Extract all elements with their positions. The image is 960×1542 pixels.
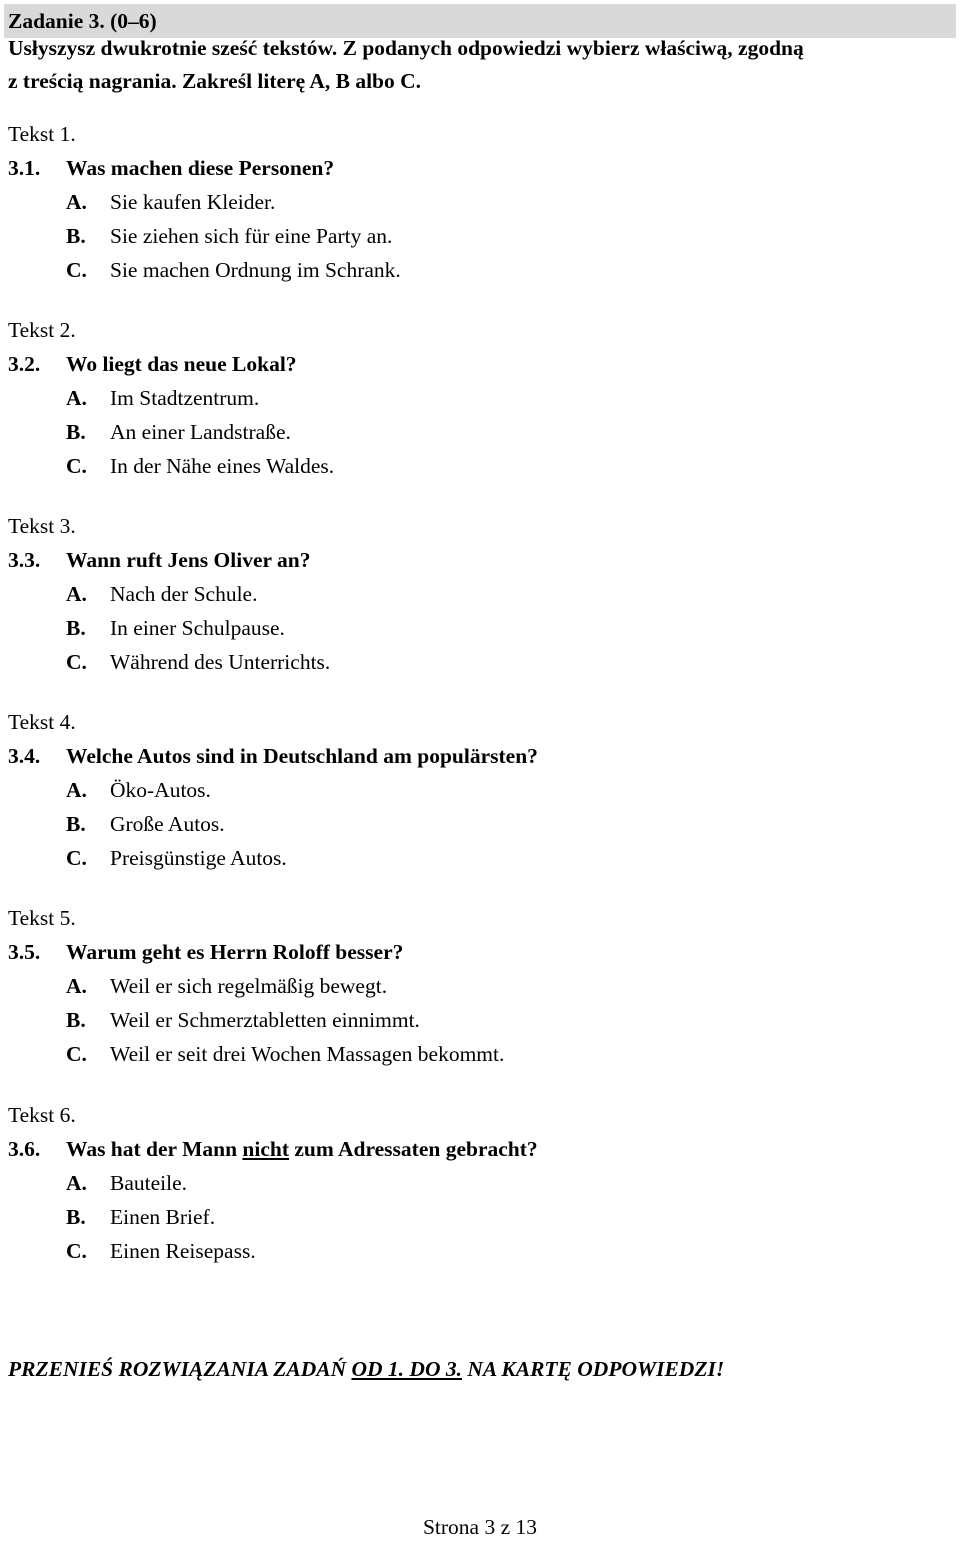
option-b[interactable] — [8, 415, 948, 449]
option-letter: B. — [66, 420, 86, 444]
question-row — [8, 151, 948, 185]
question-text-pre: Was hat der Mann — [66, 1137, 243, 1161]
question-text — [66, 1132, 538, 1166]
task-block-5 — [8, 901, 948, 1071]
question-row — [8, 347, 948, 381]
option-text: Im Stadtzentrum. — [110, 386, 260, 410]
option-letter: B. — [66, 812, 86, 836]
text-label: Tekst 2. — [8, 318, 76, 342]
option-text: Große Autos. — [110, 812, 225, 836]
task-instruction — [8, 32, 958, 98]
task-block-4 — [8, 705, 948, 875]
question-text-post: zum Adressaten gebracht? — [289, 1137, 538, 1161]
instruction-line-1: Usłyszysz dwukrotnie sześć tekstów. Z podanych odpowiedzi wybierz właściwą, zgodną — [8, 36, 804, 60]
option-b[interactable] — [8, 611, 948, 645]
option-letter: B. — [66, 1008, 86, 1032]
option-letter: C. — [66, 1239, 87, 1263]
text-label: Tekst 5. — [8, 906, 76, 930]
option-b[interactable] — [8, 1003, 948, 1037]
option-letter: B. — [66, 616, 86, 640]
option-letter: A. — [66, 386, 87, 410]
question-text-underlined: nicht — [242, 1137, 290, 1161]
option-text: Einen Reisepass. — [110, 1239, 256, 1263]
question-number: 3.2. — [8, 352, 41, 376]
option-c[interactable] — [8, 645, 948, 679]
option-text: Bauteile. — [110, 1171, 188, 1195]
option-letter: C. — [66, 846, 87, 870]
option-letter: A. — [66, 1171, 87, 1195]
text-label: Tekst 4. — [8, 710, 76, 734]
question-text: Wann ruft Jens Oliver an? — [66, 548, 311, 572]
question-text: Welche Autos sind in Deutschland am populärsten? — [66, 744, 538, 768]
question-number: 3.5. — [8, 940, 41, 964]
text-label: Tekst 1. — [8, 122, 76, 146]
question-number: 3.1. — [8, 156, 41, 180]
option-text: Preisgünstige Autos. — [110, 846, 287, 870]
option-a[interactable] — [8, 969, 948, 1003]
option-text: Während des Unterrichts. — [110, 650, 331, 674]
option-letter: A. — [66, 582, 87, 606]
option-text: Weil er Schmerztabletten einnimmt. — [110, 1008, 420, 1032]
question-row — [8, 739, 948, 773]
option-a[interactable] — [8, 773, 948, 807]
option-text: Nach der Schule. — [110, 582, 258, 606]
option-b[interactable] — [8, 807, 948, 841]
question-text: Was machen diese Personen? — [66, 156, 335, 180]
option-text: Weil er seit drei Wochen Massagen bekommt. — [110, 1042, 505, 1066]
option-letter: A. — [66, 974, 87, 998]
question-text: Warum geht es Herrn Roloff besser? — [66, 940, 404, 964]
option-letter: C. — [66, 650, 87, 674]
option-letter: A. — [66, 190, 87, 214]
option-letter: C. — [66, 454, 87, 478]
question-number: 3.6. — [8, 1137, 41, 1161]
note-post: NA KARTĘ ODPOWIEDZI! — [461, 1357, 725, 1381]
note-pre: PRZENIEŚ ROZWIĄZANIA ZADAŃ — [8, 1357, 352, 1381]
task-block-6 — [8, 1098, 948, 1268]
question-number: 3.4. — [8, 744, 41, 768]
option-letter: B. — [66, 1205, 86, 1229]
option-text: Einen Brief. — [110, 1205, 216, 1229]
option-a[interactable] — [8, 1166, 948, 1200]
instruction-line-2: z treścią nagrania. Zakreśl literę A, B albo C. — [8, 69, 422, 93]
option-letter: A. — [66, 778, 87, 802]
option-text: In der Nähe eines Waldes. — [110, 454, 335, 478]
task-block-1 — [8, 117, 948, 287]
option-c[interactable] — [8, 449, 948, 483]
question-row — [8, 543, 948, 577]
option-text: In einer Schulpause. — [110, 616, 285, 640]
option-a[interactable] — [8, 577, 948, 611]
question-row — [8, 935, 948, 969]
option-c[interactable] — [8, 841, 948, 875]
text-label: Tekst 3. — [8, 514, 76, 538]
option-c[interactable] — [8, 253, 948, 287]
question-row — [8, 1132, 948, 1166]
option-text: Öko-Autos. — [110, 778, 211, 802]
option-text: Weil er sich regelmäßig bewegt. — [110, 974, 388, 998]
question-text: Wo liegt das neue Lokal? — [66, 352, 297, 376]
question-number: 3.3. — [8, 548, 41, 572]
task-title: Zadanie 3. (0–6) — [8, 9, 157, 33]
option-a[interactable] — [8, 381, 948, 415]
option-a[interactable] — [8, 185, 948, 219]
option-text: Sie machen Ordnung im Schrank. — [110, 258, 401, 282]
transfer-answers-note — [8, 1352, 724, 1386]
option-text: Sie ziehen sich für eine Party an. — [110, 224, 393, 248]
option-letter: B. — [66, 224, 86, 248]
option-b[interactable] — [8, 219, 948, 253]
option-text: An einer Landstraße. — [110, 420, 291, 444]
page-number: Strona 3 z 13 — [422, 1515, 538, 1539]
option-b[interactable] — [8, 1200, 948, 1234]
note-underlined: OD 1. DO 3. — [351, 1357, 462, 1381]
task-block-2 — [8, 313, 948, 483]
text-label: Tekst 6. — [8, 1103, 76, 1127]
option-letter: C. — [66, 258, 87, 282]
option-c[interactable] — [8, 1037, 948, 1071]
task-block-3 — [8, 509, 948, 679]
option-c[interactable] — [8, 1234, 948, 1268]
option-text: Sie kaufen Kleider. — [110, 190, 276, 214]
option-letter: C. — [66, 1042, 87, 1066]
